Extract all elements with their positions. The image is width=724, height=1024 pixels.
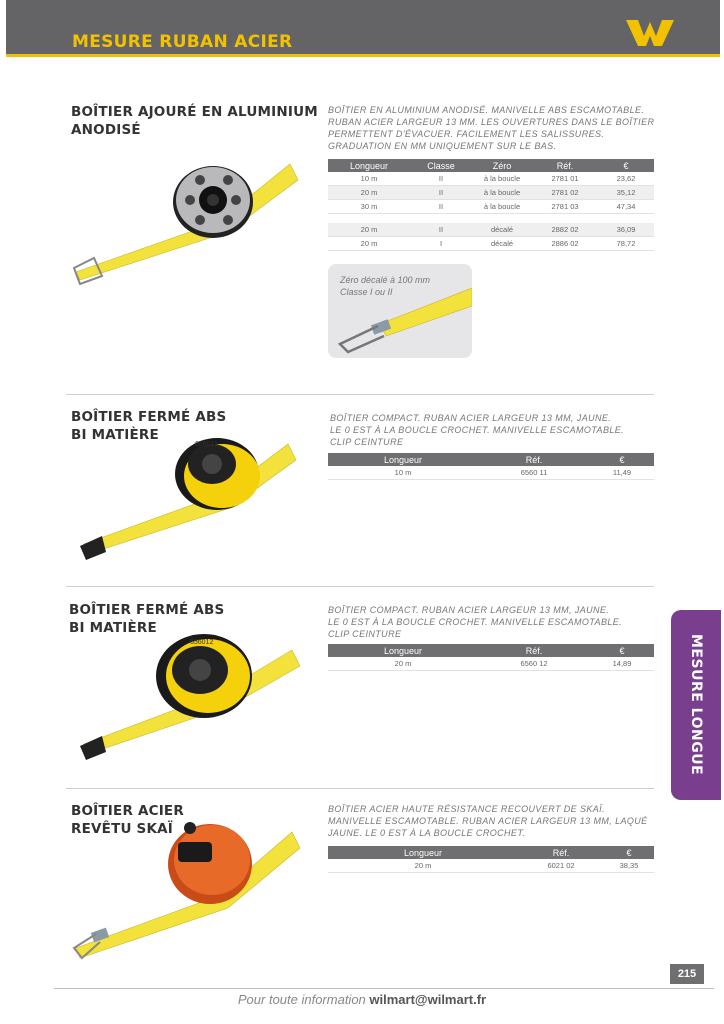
case-label: 656012 bbox=[190, 639, 214, 646]
section-divider bbox=[66, 788, 654, 789]
table-cell: 11,49 bbox=[590, 466, 654, 480]
table-cell: 47,34 bbox=[598, 200, 654, 214]
section-divider bbox=[66, 586, 654, 587]
column-header: € bbox=[590, 453, 654, 466]
section-3-title-line-1: BOÎTIER FERMÉ ABS bbox=[69, 602, 225, 618]
table-row bbox=[328, 200, 654, 214]
table-cell: II bbox=[410, 223, 472, 237]
table-row bbox=[328, 186, 654, 200]
offset-zero-callout bbox=[328, 264, 472, 358]
desc-line: BOÎTIER COMPACT. RUBAN ACIER LARGEUR 13 MM, JAUNE. bbox=[330, 413, 612, 423]
table-cell: 6560 11 bbox=[478, 466, 590, 480]
callout-line: Classe I ou II bbox=[340, 287, 393, 297]
table-cell: II bbox=[410, 186, 472, 200]
column-header: Réf. bbox=[478, 453, 590, 466]
side-tab-label: MESURE LONGUE bbox=[688, 634, 704, 776]
section-2-price-table bbox=[328, 453, 654, 480]
table-cell: 78,72 bbox=[598, 237, 654, 251]
column-header: Réf. bbox=[518, 846, 604, 859]
table-row bbox=[328, 859, 654, 873]
column-header: € bbox=[598, 159, 654, 172]
abs-tape-measure-10m-image bbox=[72, 432, 300, 567]
table-cell: à la boucle bbox=[472, 186, 532, 200]
table-cell: à la boucle bbox=[472, 172, 532, 186]
table-cell: 30 m bbox=[328, 200, 410, 214]
desc-line: CLIP CEINTURE bbox=[328, 629, 402, 639]
table-cell: décalé bbox=[472, 237, 532, 251]
section-4-price-table bbox=[328, 846, 654, 873]
table-cell: 38,35 bbox=[604, 859, 654, 873]
table-cell: 14,89 bbox=[590, 657, 654, 671]
section-3-description bbox=[328, 604, 622, 640]
desc-line: BOÎTIER EN ALUMINIUM ANODISÉ. MANIVELLE ABS ESCAMOTABLE. bbox=[328, 105, 645, 115]
table-cell: 2781 03 bbox=[532, 200, 598, 214]
table-cell: 6560 12 bbox=[478, 657, 590, 671]
table-cell: 20 m bbox=[328, 859, 518, 873]
footer-divider bbox=[54, 988, 714, 989]
column-header: Longueur bbox=[328, 846, 518, 859]
column-header: Réf. bbox=[532, 159, 598, 172]
table-cell: 2781 01 bbox=[532, 172, 598, 186]
page-header bbox=[6, 0, 720, 57]
table-cell: 6021 02 bbox=[518, 859, 604, 873]
desc-line: MANIVELLE ESCAMOTABLE. RUBAN ACIER LARGEUR 13 MM, LAQUÉ bbox=[328, 816, 648, 826]
section-1-title-line-2: ANODISÉ bbox=[71, 122, 141, 138]
desc-line: RUBAN ACIER LARGEUR 13 MM. LES OUVERTURES DANS LE BOÎTIER bbox=[328, 117, 655, 127]
table-cell: 2886 02 bbox=[532, 237, 598, 251]
table-cell: 10 m bbox=[328, 172, 410, 186]
section-1-title-line-1: BOÎTIER AJOURÉ EN ALUMINIUM bbox=[71, 104, 318, 120]
section-3-title-line-2: BI MATIÈRE bbox=[69, 620, 157, 636]
footer bbox=[0, 992, 724, 1007]
aluminium-tape-measure-image bbox=[68, 150, 303, 285]
footer-prefix: Pour toute information bbox=[237, 992, 366, 1007]
column-header: € bbox=[590, 644, 654, 657]
page-number: 215 bbox=[670, 964, 704, 984]
desc-line: JAUNE. LE 0 EST À LA BOUCLE CROCHET. bbox=[328, 828, 526, 838]
table-cell: 20 m bbox=[328, 657, 478, 671]
wilmart-w-logo-icon bbox=[624, 16, 676, 50]
table-cell: 36,09 bbox=[598, 223, 654, 237]
column-header: Longueur bbox=[328, 644, 478, 657]
table-cell: 20 m bbox=[328, 186, 410, 200]
column-header: Réf. bbox=[478, 644, 590, 657]
abs-tape-measure-20m-image bbox=[72, 626, 304, 768]
desc-line: LE 0 EST À LA BOUCLE CROCHET. MANIVELLE ESCAMOTABLE. bbox=[328, 617, 623, 627]
table-cell: II bbox=[410, 172, 472, 186]
section-1-price-table bbox=[328, 159, 654, 251]
table-cell: 35,12 bbox=[598, 186, 654, 200]
column-header: Longueur bbox=[328, 159, 410, 172]
table-row bbox=[328, 237, 654, 251]
table-cell: 2882 02 bbox=[532, 223, 598, 237]
footer-email-link[interactable]: wilmart@wilmart.fr bbox=[369, 992, 487, 1007]
desc-line: GRADUATION EN MM UNIQUEMENT SUR LE BAS. bbox=[328, 141, 557, 151]
desc-line: CLIP CEINTURE bbox=[330, 437, 404, 447]
section-4-title-line-2: REVÊTU SKAÏ bbox=[71, 821, 174, 837]
table-cell: 20 m bbox=[328, 237, 410, 251]
section-2-title-line-1: BOÎTIER FERMÉ ABS bbox=[71, 409, 227, 425]
column-header: Longueur bbox=[328, 453, 478, 466]
column-header: Zéro bbox=[472, 159, 532, 172]
table-cell: 2781 02 bbox=[532, 186, 598, 200]
column-header: € bbox=[604, 846, 654, 859]
section-4-title-line-1: BOÎTIER ACIER bbox=[71, 803, 184, 819]
table-cell: I bbox=[410, 237, 472, 251]
desc-line: BOÎTIER ACIER HAUTE RÉSISTANCE RECOUVERT DE SKAÏ. bbox=[328, 804, 605, 814]
section-4-description bbox=[328, 803, 648, 839]
callout-line: Zéro décalé à 100 mm bbox=[340, 275, 431, 285]
steel-skai-tape-measure-image bbox=[68, 812, 304, 967]
page-title: MESURE RUBAN ACIER bbox=[72, 32, 293, 52]
section-1-description bbox=[328, 104, 654, 152]
table-row bbox=[328, 466, 654, 480]
table-cell: 23,62 bbox=[598, 172, 654, 186]
hook-detail-image bbox=[328, 264, 472, 358]
table-row bbox=[328, 657, 654, 671]
table-row bbox=[328, 223, 654, 237]
desc-line: BOÎTIER COMPACT. RUBAN ACIER LARGEUR 13 MM, JAUNE. bbox=[328, 605, 610, 615]
table-spacer bbox=[328, 214, 654, 224]
table-cell: à la boucle bbox=[472, 200, 532, 214]
column-header: Classe bbox=[410, 159, 472, 172]
case-label: 656011 bbox=[195, 441, 218, 448]
desc-line: LE 0 EST À LA BOUCLE CROCHET. MANIVELLE ESCAMOTABLE. bbox=[330, 425, 625, 435]
table-row bbox=[328, 172, 654, 186]
category-side-tab[interactable] bbox=[671, 610, 721, 800]
section-2-title-line-2: BI MATIÈRE bbox=[71, 427, 159, 443]
section-2-description bbox=[330, 412, 624, 448]
table-cell: II bbox=[410, 200, 472, 214]
section-1-title bbox=[71, 103, 318, 139]
section-divider bbox=[66, 394, 654, 395]
table-cell: 10 m bbox=[328, 466, 478, 480]
table-cell: décalé bbox=[472, 223, 532, 237]
table-cell: 20 m bbox=[328, 223, 410, 237]
section-3-price-table bbox=[328, 644, 654, 671]
desc-line: PERMETTENT D'ÉVACUER. FACILEMENT LES SALISSURES. bbox=[328, 129, 605, 139]
